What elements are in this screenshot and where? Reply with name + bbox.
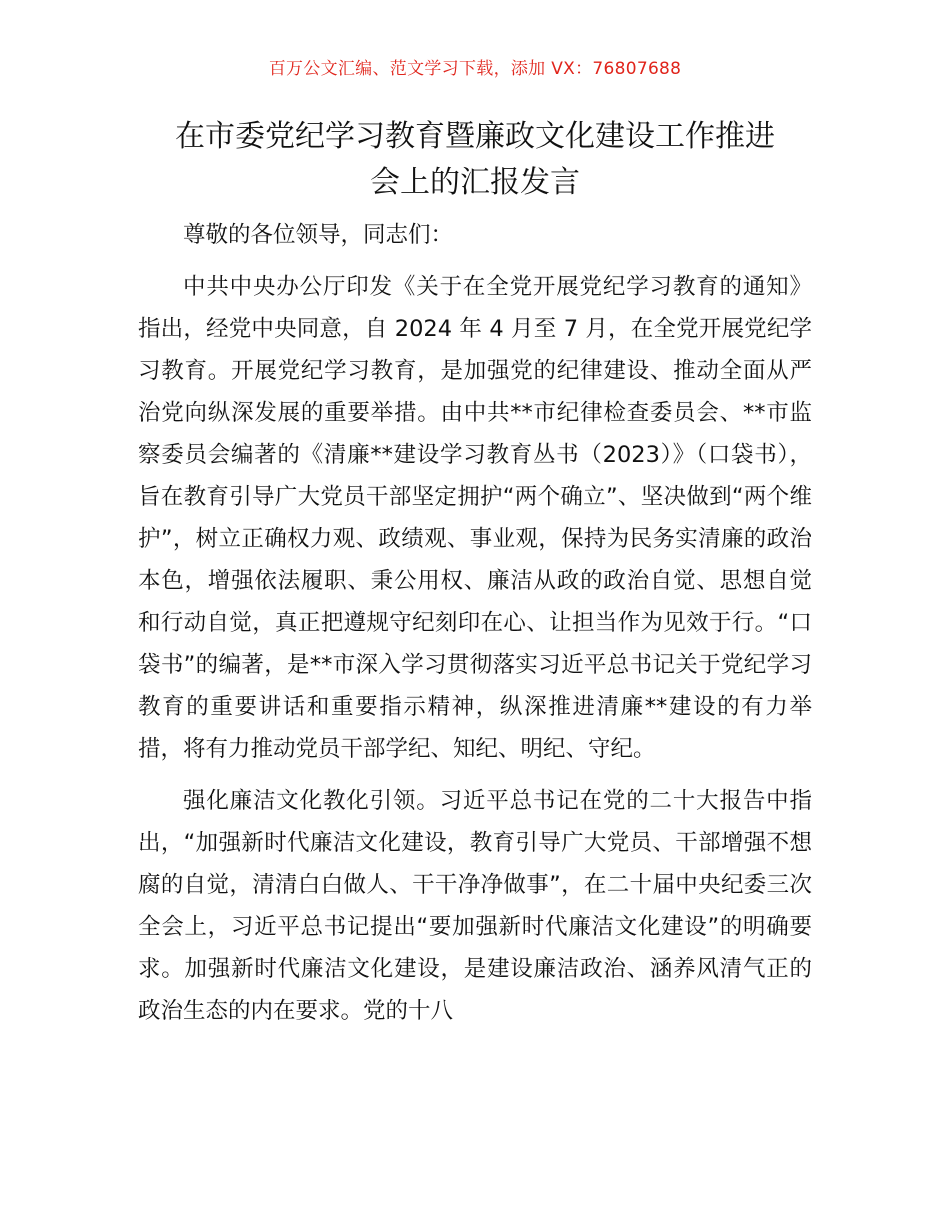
paragraph-1: 中共中央办公厅印发《关于在全党开展党纪学习教育的通知》指出，经党中央同意，自 2024 年 4 月至 7 月，在全党开展党纪学习教育。开展党纪学习教育，是加强党的纪律建设、推动全面从严治党向纵深发展的重要举措。由中共**市纪律检查委员会、**市监察委员会编著的《清廉**建设学习教育丛书（2023）》（口袋书），旨在教育引导广大党员干部坚定拥护“两个确立”、坚决做到“两个维护”，树立正确权力观、政绩观、事业观，保持为民务实清廉的政治本色，增强依法履职、秉公用权、廉洁从政的政治自觉、思想自觉和行动自觉，真正把遵规守纪刻印在心、让担当作为见效于行。“口袋书”的编著，是**市深入学习贯彻落实习近平总书记关于党纪学习教育的重要讲话和重要指示精神，纵深推进清廉**建设的有力举措，将有力推动党员干部学纪、知纪、明纪、守纪。 [138,274,812,762]
salutation: 尊敬的各位领导，同志们： [183,222,454,248]
document-title [100,114,850,206]
title-line-2: 会上的汇报发言 [370,165,580,200]
paragraph-2: 强化廉洁文化教化引领。习近平总书记在党的二十大报告中指出，“加强新时代廉洁文化建设，教育引导广大党员、干部增强不想腐的自觉，清清白白做人、干干净净做事”，在二十届中央纪委三次全会上，习近平总书记提出“要加强新时代廉洁文化建设”的明确要求。加强新时代廉洁文化建设，是建设廉洁政治、涵养风清气正的政治生态的内在要求。党的十八 [138,788,812,1024]
document-body [138,214,812,1032]
header-promo-note: 百万公文汇编、范文学习下载，添加 VX：76807688 [268,59,682,79]
title-line-1: 在市委党纪学习教育暨廉政文化建设工作推进 [175,119,775,154]
